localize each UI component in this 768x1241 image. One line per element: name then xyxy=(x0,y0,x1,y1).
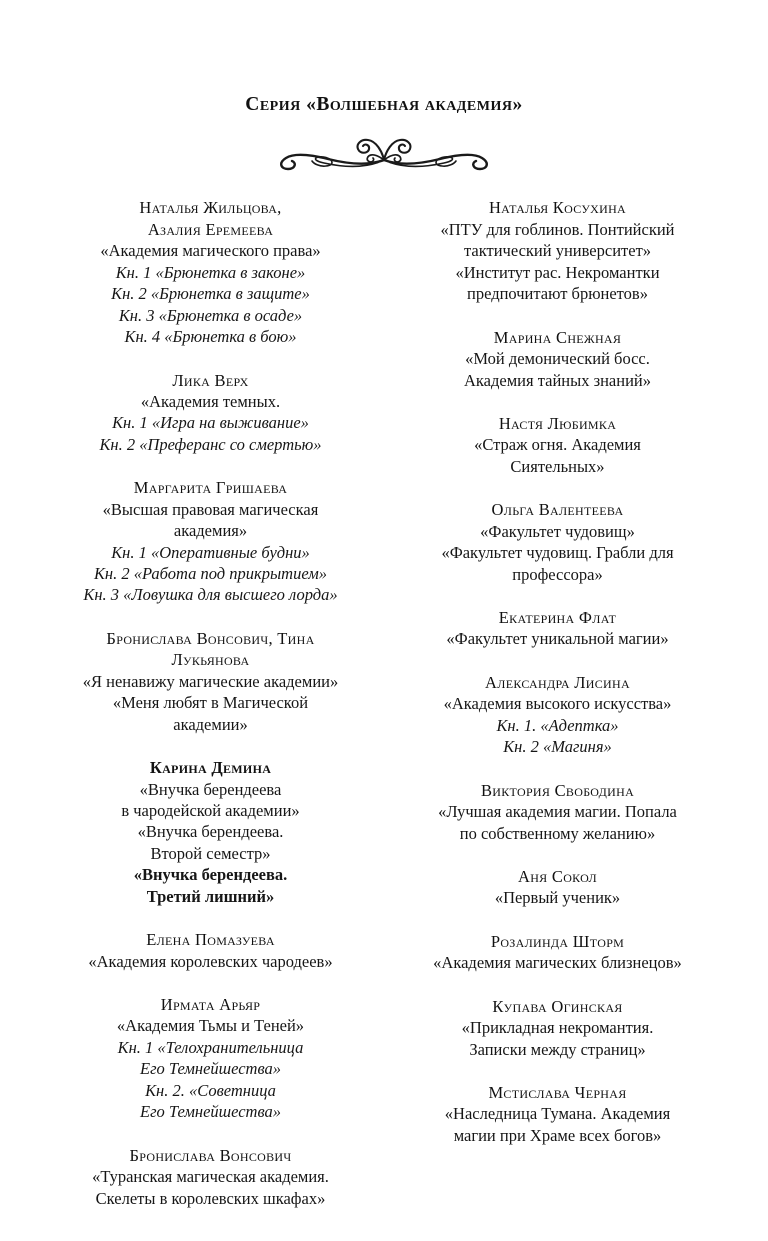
work-title: «Внучка берендеева. xyxy=(137,822,284,842)
book-entry: Кн. 2 «Преферанс со смертью» xyxy=(99,434,322,454)
series-entry xyxy=(403,931,712,974)
work-title: Записки между страниц» xyxy=(469,1039,646,1059)
series-entry xyxy=(56,994,365,1123)
author-name: Аня Сокол xyxy=(518,866,597,886)
work-title: «Страж огня. Академия xyxy=(474,435,641,455)
author-name: Наталья Жильцова, xyxy=(139,198,282,218)
author-name: Екатерина Флат xyxy=(498,608,617,627)
work-title: «Академия Тьмы и Теней» xyxy=(116,1016,305,1036)
work-title: академия» xyxy=(173,521,248,541)
work-title: «Меня любят в Магической xyxy=(112,693,309,713)
book-entry: Кн. 1 «Телохранительница xyxy=(117,1037,304,1057)
series-entry xyxy=(403,780,712,844)
work-title: «Академия магического права» xyxy=(100,241,321,261)
work-title: «Мой демонический босс. xyxy=(465,349,650,369)
series-entry xyxy=(403,413,712,477)
work-title: Академия тайных знаний» xyxy=(464,370,651,390)
work-title: «ПТУ для гоблинов. Понтийский xyxy=(440,219,675,239)
author-name: Виктория Свободина xyxy=(480,780,635,800)
work-title: Второй семестр» xyxy=(150,843,271,863)
column-left xyxy=(56,197,371,1209)
author-name: Маргарита Гришаева xyxy=(133,478,288,498)
book-entry: Его Темнейшества» xyxy=(139,1102,282,1122)
page-title: Серия «Волшебная академия» xyxy=(245,94,523,115)
series-entry xyxy=(56,477,365,606)
author-name: Бронислава Вонсович xyxy=(129,1145,292,1165)
series-entry xyxy=(403,197,712,304)
work-title: академии» xyxy=(173,714,248,734)
book-entry: Кн. 4 «Брюнетка в бою» xyxy=(124,327,297,347)
book-entry: Кн. 1 «Брюнетка в законе» xyxy=(115,262,306,282)
author-name: Ольга Валентеева xyxy=(491,500,624,520)
author-name: Азалия Еремеева xyxy=(147,219,274,239)
book-entry: Кн. 2 «Магиня» xyxy=(503,737,612,757)
work-title: «Туранская магическая академия. xyxy=(92,1167,329,1187)
author-name: Розалинда Шторм xyxy=(490,931,625,951)
series-entry xyxy=(403,327,712,391)
series-entry xyxy=(56,628,365,735)
work-title: магии при Храме всех богов» xyxy=(453,1125,662,1145)
series-entry xyxy=(403,1082,712,1146)
work-title: «Я ненавижу магические академии» xyxy=(82,671,339,691)
work-title: «Факультет уникальной магии» xyxy=(446,629,669,649)
work-title: «Первый ученик» xyxy=(494,888,621,908)
ornament-divider xyxy=(0,133,768,175)
author-name: Лика Верх xyxy=(172,370,249,390)
author-name: Купава Огинская xyxy=(492,996,623,1016)
series-entry xyxy=(403,607,712,650)
work-title: «Факультет чудовищ» xyxy=(480,521,635,541)
work-title-highlighted: «Внучка берендеева. xyxy=(133,865,288,885)
work-title-highlighted: Третий лишний» xyxy=(146,886,275,906)
book-entry: Кн. 2. «Советница xyxy=(145,1080,276,1100)
book-entry: Его Темнейшества» xyxy=(139,1059,282,1079)
work-title: Скелеты в королевских шкафах» xyxy=(95,1188,326,1208)
work-title: в чародейской академии» xyxy=(121,800,300,820)
author-name: Мстислава Черная xyxy=(488,1083,627,1102)
work-title: «Внучка берендеева xyxy=(139,779,282,799)
work-title: Сиятельных» xyxy=(510,456,605,476)
book-entry: Кн. 2 «Работа под прикрытием» xyxy=(93,564,328,583)
author-name: Лукьянова xyxy=(171,650,250,670)
series-entry xyxy=(56,197,365,347)
series-entry xyxy=(56,1145,365,1209)
author-name: Наталья Косухина xyxy=(488,198,627,218)
work-title: «Институт рас. Некромантки xyxy=(455,262,660,282)
work-title: предпочитают брюнетов» xyxy=(467,284,648,304)
series-entry xyxy=(403,672,712,758)
series-entry xyxy=(403,499,712,585)
book-entry: Кн. 1 «Оперативные будни» xyxy=(111,542,310,562)
author-name: Александра Лисина xyxy=(485,672,630,692)
book-entry: Кн. 1 «Игра на выживание» xyxy=(112,413,309,433)
flourish-divider-icon xyxy=(264,133,504,173)
author-name: Марина Снежная xyxy=(493,327,622,347)
series-columns xyxy=(0,197,768,1209)
work-title: профессора» xyxy=(512,564,603,584)
series-entry xyxy=(403,866,712,909)
author-name: Бронислава Вонсович, Тина xyxy=(106,628,315,648)
work-title: «Прикладная некромантия. xyxy=(461,1018,654,1038)
book-entry: Кн. 1. «Адептка» xyxy=(496,715,619,735)
work-title: тактический университет» xyxy=(463,241,652,261)
column-right xyxy=(397,197,712,1146)
author-name: Настя Любимка xyxy=(498,413,617,433)
series-entry xyxy=(56,929,365,972)
series-entry xyxy=(56,370,365,456)
author-name: Ирмата Арьяр xyxy=(160,995,261,1014)
book-entry: Кн. 2 «Брюнетка в защите» xyxy=(111,284,310,304)
author-name: Елена Помазуева xyxy=(146,930,275,950)
series-entry xyxy=(403,996,712,1060)
work-title: «Академия темных. xyxy=(140,391,281,411)
work-title: по собственному желанию» xyxy=(459,823,656,843)
work-title: «Лучшая академия магии. Попала xyxy=(438,802,677,822)
book-entry: Кн. 3 «Ловушка для высшего лорда» xyxy=(83,585,338,605)
book-entry: Кн. 3 «Брюнетка в осаде» xyxy=(118,305,303,325)
work-title: «Факультет чудовищ. Грабли для xyxy=(441,543,674,563)
series-entry xyxy=(56,757,365,907)
work-title: «Академия высокого искусства» xyxy=(443,694,672,714)
work-title: «Наследница Тумана. Академия xyxy=(444,1104,671,1124)
work-title: «Академия магических близнецов» xyxy=(433,953,682,973)
work-title: «Высшая правовая магическая xyxy=(102,499,319,519)
work-title: «Академия королевских чародеев» xyxy=(88,951,333,971)
author-name: Карина Демина xyxy=(149,758,272,778)
